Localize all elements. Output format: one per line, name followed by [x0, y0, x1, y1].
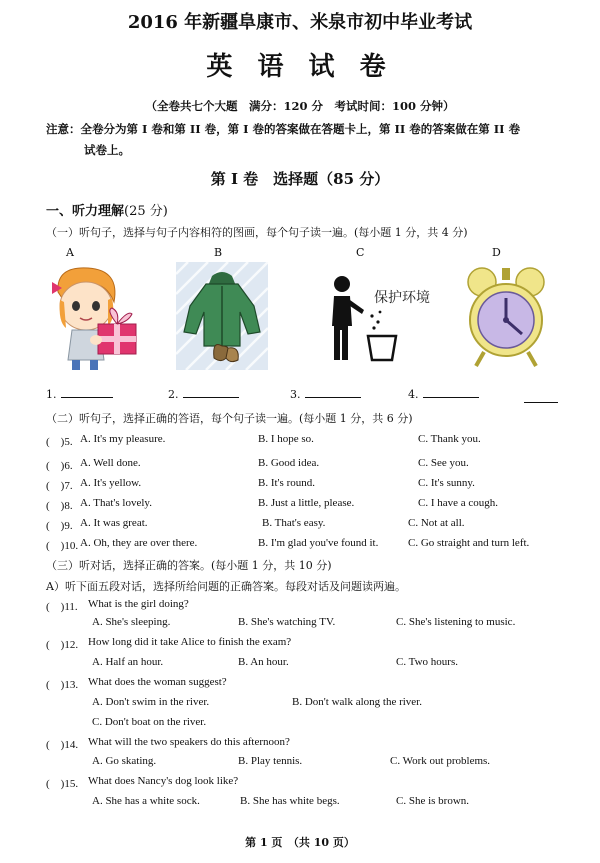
option-b[interactable]: B. An hour.	[238, 656, 289, 668]
option-b[interactable]: B. I hope so.	[258, 433, 314, 445]
question-number[interactable]: ( )5.	[46, 436, 73, 448]
option-a[interactable]: A. It's my pleasure.	[80, 433, 166, 445]
question-number[interactable]: ( )9.	[46, 520, 73, 532]
page-footer: 第 1 页 （共 10 页）	[245, 836, 355, 849]
pic-letter-d: D	[492, 246, 501, 259]
sub3-instruction: （三）听对话，选择正确的答案。(每小题 1 分，共 10 分)	[46, 559, 332, 572]
note-line-2: 试卷上。	[84, 143, 130, 157]
option-b[interactable]: B. She has white begs.	[240, 795, 340, 807]
option-a[interactable]: A. That's lovely.	[80, 497, 152, 509]
option-c[interactable]: C. Two hours.	[396, 656, 458, 668]
sign-text: 保护环境	[374, 290, 430, 306]
option-c[interactable]: C. She is brown.	[396, 795, 470, 807]
option-c[interactable]: C. Not at all.	[408, 517, 465, 529]
blank-label-3: 3.	[290, 388, 301, 401]
option-c[interactable]: C. Don't boat on the river.	[92, 716, 207, 728]
sub2-instruction: （二）听句子，选择正确的答语，每个句子读一遍。(每小题 1 分，共 6 分)	[46, 412, 413, 425]
question-text: What is the girl doing?	[88, 598, 189, 610]
option-b[interactable]: B. That's easy.	[262, 517, 326, 529]
option-c[interactable]: C. She's listening to music.	[396, 616, 516, 628]
exam-title: 2016 年新疆阜康市、米泉市初中毕业考试	[127, 12, 473, 33]
question-text: What will the two speakers do this afternoon?	[88, 736, 290, 748]
question-text: What does Nancy's dog look like?	[88, 775, 239, 787]
answer-blank-1[interactable]	[46, 388, 113, 401]
option-b[interactable]: B. Play tennis.	[238, 755, 303, 767]
exam-info: （全卷共七个大题 满分：120 分 考试时间：100 分钟）	[145, 99, 455, 113]
girl-gift-picture	[36, 262, 146, 374]
pic-letter-c: C	[356, 246, 365, 259]
section-score: (25 分)	[124, 204, 168, 219]
answer-blank-extra[interactable]	[524, 402, 558, 403]
option-b[interactable]: B. It's round.	[258, 477, 315, 489]
option-c[interactable]: C. Work out problems.	[390, 755, 491, 767]
pic-letter-b: B	[214, 246, 223, 259]
option-a[interactable]: A. It was great.	[80, 517, 148, 529]
section-name: 一、听力理解	[46, 204, 125, 219]
option-a[interactable]: A. Half an hour.	[92, 656, 164, 668]
question-number[interactable]: ( )15.	[46, 778, 79, 790]
option-a[interactable]: A. She has a white sock.	[92, 795, 200, 807]
option-c[interactable]: C. Go straight and turn left.	[408, 537, 530, 549]
option-c[interactable]: C. Thank you.	[418, 433, 481, 445]
blank-label-1: 1.	[46, 388, 57, 401]
option-a[interactable]: A. It's yellow.	[80, 477, 142, 489]
part-title: 第 I 卷 选择题（85 分）	[210, 170, 390, 188]
answer-blank-2[interactable]	[168, 388, 239, 401]
blank-label-2: 2.	[168, 388, 179, 401]
environment-sign-picture	[326, 264, 442, 368]
answer-blank-4[interactable]	[408, 388, 479, 401]
question-number[interactable]: ( )8.	[46, 500, 73, 512]
option-b[interactable]: B. Good idea.	[258, 457, 320, 469]
question-text: What does the woman suggest?	[88, 676, 227, 688]
section-title	[46, 200, 168, 219]
question-number[interactable]: ( )11.	[46, 601, 78, 613]
option-a[interactable]: A. Well done.	[80, 457, 141, 469]
pic-letter-a: A	[66, 246, 74, 259]
option-b[interactable]: B. Don't walk along the river.	[292, 696, 422, 708]
option-c[interactable]: C. See you.	[418, 457, 469, 469]
option-a[interactable]: A. Oh, they are over there.	[80, 537, 198, 549]
question-number[interactable]: ( )12.	[46, 639, 79, 651]
question-number[interactable]: ( )10.	[46, 540, 79, 552]
sub3a-instruction: A）听下面五段对话，选择所给问题的正确答案。每段对话及问题读两遍。	[46, 580, 406, 593]
question-number[interactable]: ( )14.	[46, 739, 79, 751]
alarm-clock-picture	[462, 262, 550, 370]
option-a[interactable]: A. Don't swim in the river.	[92, 696, 210, 708]
option-a[interactable]: A. She's sleeping.	[92, 616, 171, 628]
jacket-picture	[176, 262, 268, 370]
option-b[interactable]: B. I'm glad you've found it.	[258, 537, 379, 549]
option-c[interactable]: C. I have a cough.	[418, 497, 499, 509]
option-b[interactable]: B. She's watching TV.	[238, 616, 336, 628]
option-c[interactable]: C. It's sunny.	[418, 477, 475, 489]
subject-title: 英 语 试 卷	[206, 52, 394, 82]
sub1-instruction: （一）听句子，选择与句子内容相符的图画，每个句子读一遍。(每小题 1 分，共 4 分)	[46, 226, 468, 239]
question-number[interactable]: ( )7.	[46, 480, 73, 492]
option-a[interactable]: A. Go skating.	[92, 755, 157, 767]
note-line-1: 注意：全卷分为第 I 卷和第 II 卷，第 I 卷的答案做在答题卡上，第 II 卷的答案做在第 II 卷	[46, 122, 521, 136]
option-b[interactable]: B. Just a little, please.	[258, 497, 355, 509]
answer-blank-3[interactable]	[290, 388, 361, 401]
question-number[interactable]: ( )6.	[46, 460, 73, 472]
blank-label-4: 4.	[408, 388, 419, 401]
question-text: How long did it take Alice to finish the exam?	[88, 636, 292, 648]
question-number[interactable]: ( )13.	[46, 679, 79, 691]
